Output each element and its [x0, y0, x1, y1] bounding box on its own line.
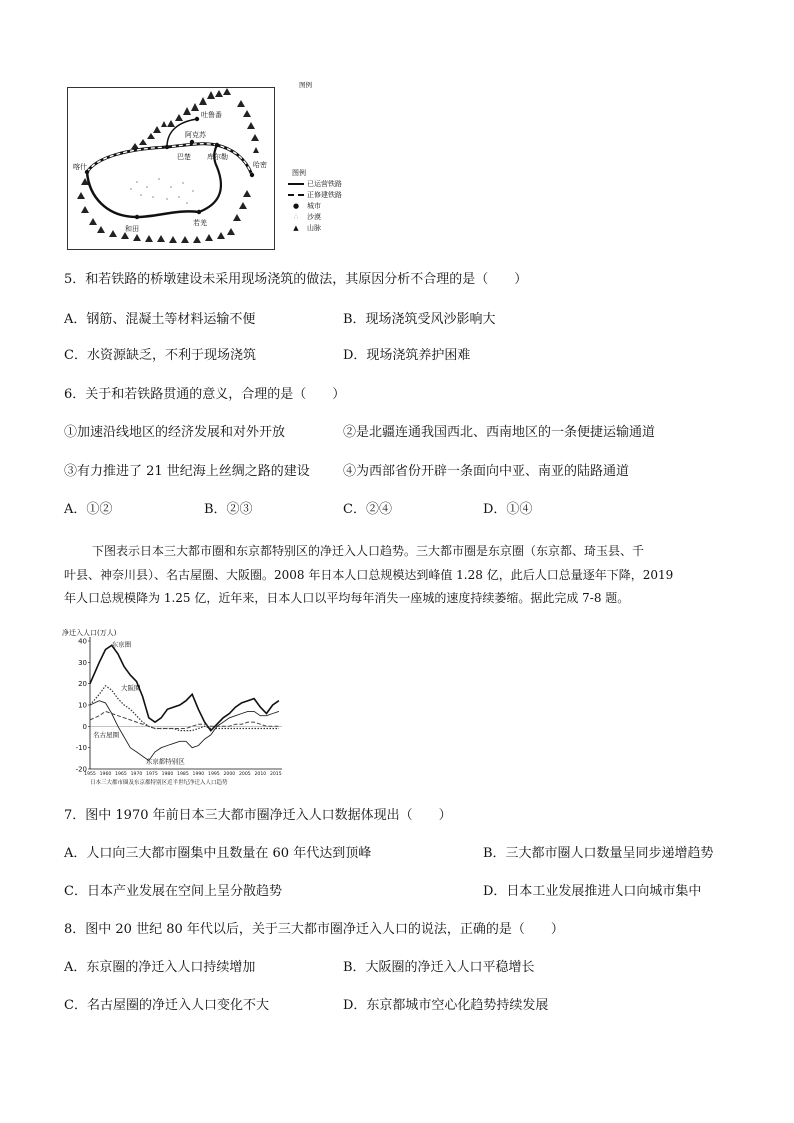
city-label: 和田	[125, 225, 139, 233]
series-label: 东京都特别区	[145, 757, 185, 766]
legend-item: ● 城市	[292, 202, 321, 210]
city-label: 哈密	[253, 161, 267, 169]
legend-item: ∴ 沙漠	[293, 213, 321, 221]
q7-option-a[interactable]: A．人口向三大都市圈集中且数量在 60 年代达到顶峰	[64, 846, 372, 861]
legend-item: 正修建铁路	[288, 190, 368, 201]
series-line-1	[90, 686, 279, 731]
q7-stem: 7．图中 1970 年前日本三大都市圈净迁入人口数据体现出（ ）	[64, 808, 452, 823]
q6-option-a[interactable]: A．①②	[64, 502, 113, 517]
q7-option-c[interactable]: C．日本产业发展在空间上呈分散趋势	[64, 884, 282, 899]
q5-option-d[interactable]: D．现场浇筑养护困难	[343, 348, 471, 363]
x-tick-label: 1985	[177, 772, 189, 777]
x-tick-label: 1965	[115, 772, 127, 777]
q7-option-d[interactable]: D．日本工业发展推进人口向城市集中	[483, 884, 702, 899]
q6-statement-2: ②是北疆连通我国西北、西南地区的一条便捷运输通道	[343, 425, 656, 440]
svg-text:图例: 图例	[299, 81, 312, 89]
series-line-0	[90, 645, 279, 730]
q6-option-d[interactable]: D．①④	[483, 502, 533, 517]
chart-svg	[60, 627, 290, 787]
q5-stem: 5．和若铁路的桥墩建设未采用现场浇筑的做法，其原因分析不合理的是（ ）	[64, 272, 528, 287]
legend-title: 图例	[292, 169, 306, 177]
chart-ylabel: 净迁入人口(万人)	[62, 629, 117, 637]
q5-option-b[interactable]: B．现场浇筑受风沙影响大	[343, 312, 496, 327]
x-tick-label: 1990	[192, 772, 205, 777]
q8-option-b[interactable]: B．大阪圈的净迁入人口平稳增长	[343, 960, 535, 975]
y-tick-label: 20	[78, 680, 87, 689]
x-tick-label: 1980	[161, 772, 174, 777]
series-label: 东京圈	[111, 640, 132, 649]
series-line-2	[90, 711, 279, 728]
q8-option-c[interactable]: C．名古屋圈的净迁入人口变化不大	[64, 998, 269, 1013]
x-tick-label: 1970	[130, 772, 143, 777]
map-legend-box	[288, 168, 368, 248]
q7-option-b[interactable]: B．三大都市圈人口数量呈同步递增趋势	[483, 846, 714, 861]
q8-stem: 8．图中 20 世纪 80 年代以后，关于三大都市圈净迁入人口的说法，正确的是（ ）	[64, 922, 564, 937]
legend-item: 已运营铁路	[288, 179, 368, 190]
y-tick-label: 10	[78, 701, 87, 710]
x-tick-label: 1960	[99, 772, 112, 777]
q6-option-c[interactable]: C．②④	[343, 502, 392, 517]
q6-option-b[interactable]: B．②③	[204, 502, 253, 517]
city-label: 吐鲁番	[201, 111, 222, 119]
q6-statement-4: ④为西部省份开辟一条面向中亚、南亚的陆路通道	[343, 464, 630, 479]
y-tick-label: 30	[78, 658, 87, 667]
x-tick-label: 1995	[208, 772, 220, 777]
city-label: 喀什	[73, 163, 87, 171]
q5-option-c[interactable]: C．水资源缺乏，不利于现场浇筑	[64, 348, 256, 363]
city-label: 阿克苏	[185, 131, 206, 139]
series-label: 大阪圈	[120, 684, 141, 693]
y-tick-label: 0	[82, 722, 87, 731]
migration-chart	[60, 627, 290, 787]
y-tick-label: -20	[75, 765, 87, 774]
chart-caption: 日本三大都市圈及东京都特别区近半世纪净迁入人口趋势	[90, 780, 228, 786]
q5-option-a[interactable]: A．钢筋、混凝土等材料运输不便	[64, 312, 256, 327]
intro-line-2: 叶县、神奈川县）、名古屋圈、大阪圈。2008 年日本人口总规模达到峰值 1.28 亿，此后人口总量逐年下降，2019	[64, 568, 674, 582]
city-label: 库尔勒	[207, 153, 228, 161]
q6-statement-3: ③有力推进了 21 世纪海上丝绸之路的建设	[64, 464, 310, 479]
series-label: 名古屋圈	[93, 731, 120, 739]
x-tick-label: 2010	[254, 772, 267, 777]
y-tick-label: -10	[75, 744, 87, 753]
intro-line-1: 下图表示日本三大都市圈和东京都特别区的净迁入人口趋势。三大都市圈是东京圈（东京都、琦玉县、千	[92, 544, 645, 558]
q8-option-a[interactable]: A．东京圈的净迁入人口持续增加	[64, 960, 256, 975]
q6-statement-1: ①加速沿线地区的经济发展和对外开放	[64, 425, 286, 440]
x-tick-label: 1975	[146, 772, 158, 777]
y-tick-label: 40	[78, 637, 87, 646]
city-label: 若羌	[193, 219, 207, 227]
x-tick-label: 2015	[269, 772, 282, 777]
intro-line-3: 年人口总规模降为 1.25 亿，近年来，日本人口以平均每年消失一座城的速度持续萎缩。据此完成 7-8 题。	[64, 591, 630, 605]
q6-stem: 6．关于和若铁路贯通的意义，合理的是（ ）	[64, 387, 346, 402]
city-label: 巴楚	[177, 153, 191, 161]
legend-item: ▲ 山脉	[293, 224, 321, 232]
x-tick-label: 1955	[84, 772, 96, 777]
x-tick-label: 2000	[223, 772, 236, 777]
q8-option-d[interactable]: D．东京都城市空心化趋势持续发展	[343, 998, 549, 1013]
x-tick-label: 2005	[238, 772, 251, 777]
map-legend	[299, 80, 313, 89]
